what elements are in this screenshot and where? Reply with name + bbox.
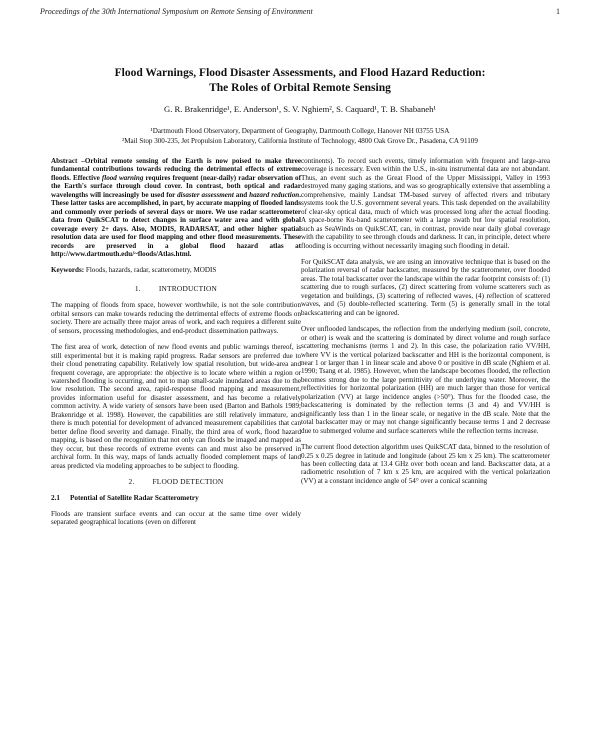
section-title: FLOOD DETECTION [152,476,224,486]
abstract-text-2: requires frequent (near-daily) radar observation of the Earth's surface through cloud cover. In contrast, both optical and radar wavelengths will increasingly be used for [51,173,301,199]
abstract-text-4: . These latter tasks are accomplished, in part, by accurate mapping of flooded lands and commonly over periods of several days or more. We use radar scatterometer data from QuikSCAT to detect changes in surface water area and with global coverage every 2+ days. Also, MODIS, RADARSAT, and other higher spatial resolution data are used for flood mapping and other flood measurements. These records are preserved in a global flood hazard atlas at http://www.dartmouth.edu/~floods/Atlas.html. [51,190,301,258]
keywords-label: Keywords: [51,266,85,275]
right-paragraph-4: The current flood detection algorithm uses QuikSCAT data, binned to the resolution of 0.25 x 0.25 degree in latitude and longitude (about 25 km x 25 km). The scatterometer has been collecting data at 13.4 GHz over both ocean and land. Backscatter data, at a radiometric resolution of 7 km x 25 km, are acquired with the vertical polarization (VV) at a constant incidence angle of 54° over a conical scanning [301,443,550,485]
abstract [51,157,301,258]
page-number: 1 [556,7,560,16]
keywords [51,266,301,274]
right-paragraph-1: continents). To record such events, timely information with frequent and large-area coverage is necessary. Even within the U.S., in-situ instrumental data are not abundant. Thus, an event such as the Great Flood of the Upper Mississippi, Valley in 1993 destroyed many gaging stations, and was so geographically extensive that assembling a comprehensive, mainly Landsat TM-based survey of affected rivers and tributary systems took the U.S. government several years. This task depended on the availability of clear-sky optical data, much of which was processed long after the actual flooding. A space-borne Ku-band scatterometer with a large swath but low spatial resolution, such as SeaWinds on QuikSCAT, can, in contrast, provide near daily global coverage with the capability to see through clouds and darkness. It can, in principle, detect where flooding is occurring without necessarily imaging such flooding in detail. [301,157,550,250]
author-list: G. R. Brakenridge¹, E. Anderson¹, S. V. Nghiem², S. Caquard¹, T. B. Shabaneh¹ [164,104,436,114]
abstract-label: Abstract [51,157,78,165]
section-heading-introduction [51,285,301,293]
keywords-text: Floods, hazards, radar, scatterometry, MODIS [84,266,217,275]
abstract-emphasis-flood-warning: flood warning [101,173,144,182]
right-paragraph-2: For QuikSCAT data analysis, we are using an innovative technique that is based on the polarization reversal of radar backscatter, measured by the scatterometer, over flooded areas. The total backscatter over the landscape within the radar footprint consists of: (1) scattering due to rough surfaces, (2) direct scattering from volume scatterers such as vegetation and buildings, (3) scattering of reflected waves, (4) reflection of scattered waves, and (5) double-reflected scattering. Term (5) is generally small in the total backscattering and can be ignored. [301,257,550,317]
right-paragraph-3: Over unflooded landscapes, the reflection from the underlying medium (soil, concrete, or other) is weak and the scattering is dominated by direct volume and rough surface scattering mechanisms (terms 1 and 2). In this case, the polarization ratio VV/HH, where VV is the vertical polarized backscatter and HH is the horizontal component, is near 1 or larger than 1 in linear scale and above 0 or positive in dB scale (Nghiem et al. 1990; Tsang et al. 1985). However, when the landscape becomes flooded, the reflection becomes strong due to the large permittivity of the underlying water. Moreover, the reflectivities for horizontal polarization (HH) are much larger than those for vertical polarization (VV) at large incidence angles (>50°). Thus for the flooded case, the backscattering is dominated by the reflection terms (3 and 4) and VV/HH is significantly less than 1 in the linear scale, or negative in the dB scale. Note that the total backscatter may or may not change significantly because terms 1 and 2 decrease due to submerged volume and surface scatterers while the reflection terms increase. [301,325,550,435]
intro-paragraph-1: The mapping of floods from space, however worthwhile, is not the sole contribution orbital sensors can make towards reducing the detrimental effects of extreme floods on society. There are actually three major areas of work, and each requires a different suite of sensors, processing methodologies, and end-product dissemination pathways. [51,301,301,335]
abstract-text-1: –Orbital remote sensing of the Earth is now poised to make three fundamental contributions towards reducing the detrimental effects of extreme floods. Effective [51,157,301,182]
affiliation-2: ²Mail Stop 300-235, Jet Propulsion Laboratory, California Institute of Technology, 4800 Oak Grove Dr., Pasadena, CA 91109 [122,137,478,145]
section-title: INTRODUCTION [158,283,218,293]
section-number: 1. [134,283,141,293]
abstract-emphasis-hazard-reduction: hazard reduction [249,190,300,199]
running-head [40,7,560,19]
section-heading-flood-detection [51,478,301,486]
running-head-text: Proceedings of the 30th International Symposium on Remote Sensing of Environment [40,7,313,16]
left-column [51,157,301,535]
flood-detection-paragraph: Floods are transient surface events and can occur at the same time over widely separated geographical locations (even on different [51,509,301,527]
subsection-title: Potential of Satellite Radar Scatterometry [69,494,199,503]
affiliations [40,126,560,146]
subsection-number: 2.1 [51,494,60,503]
title-line-2: The Roles of Orbital Remote Sensing [209,82,391,94]
affiliation-1: ¹Dartmouth Flood Observatory, Department of Geography, Dartmouth College, Hanover NH 03755 USA [150,127,450,135]
abstract-text-3: and [233,190,250,199]
abstract-emphasis-disaster-assessment: disaster assessment [177,190,234,199]
paper-title [40,66,560,96]
right-column [301,157,550,493]
section-number: 2. [128,476,135,486]
title-line-1: Flood Warnings, Flood Disaster Assessments, and Flood Hazard Reduction: [114,67,486,79]
subsection-heading [51,494,301,502]
intro-paragraph-2: The first area of work, detection of new flood events and public warnings thereof, is still experimental but it is making rapid progress. Radar sensors are preferred due to their cloud penetrating capability. Relatively low spatial resolution, but wide-area and frequent coverage, are appropriate: the objective is to locate where within a region or watershed flooding is occurring, and not to map small-scale inundated areas due to the low resolution. The second area, rapid-response flood mapping and measurement, provides information useful for disaster assessment, and has become a relatively common activity. A wide variety of sensors have been used (Barton and Bathols 1989; Brakenridge et al. 1998). However, the capabilities are still relatively immature, and there is much potential for development of advanced measurement capabilities that can better define flood severity and damage. Finally, the third area of work, flood hazard mapping, is based on the recognition that not only can floods be imaged and mapped as they occur, but these records of extreme events can and must also be preserved in archival form. In this way, maps of lands actually flooded complement maps of land areas predicted via modeling approaches to be subject to flooding. [51,343,301,470]
